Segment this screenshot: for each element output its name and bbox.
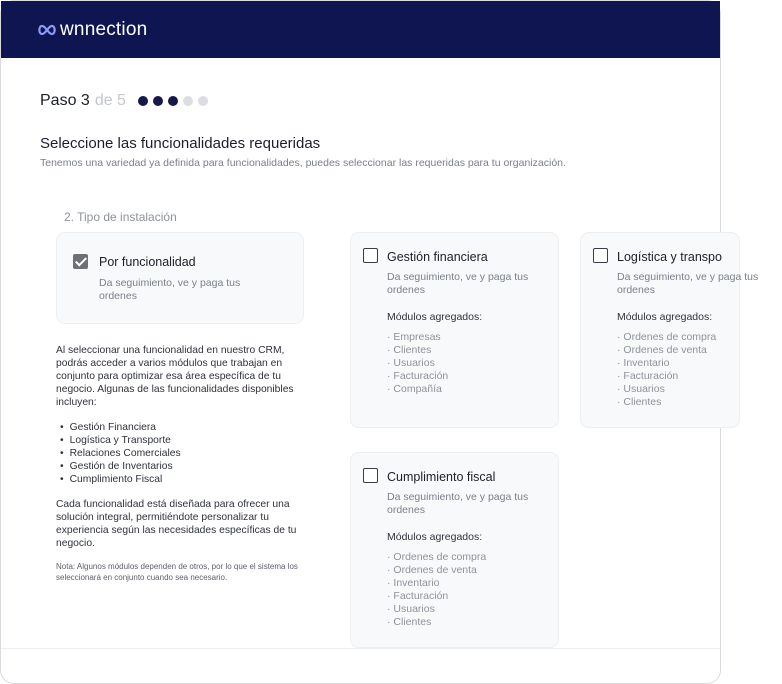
install-option-card[interactable] [56, 232, 304, 324]
modules-list [387, 551, 486, 629]
infinity-logo-icon [37, 24, 57, 36]
functionality-list-item: • Logística y Transporte [60, 434, 306, 447]
module-item: · Ordenes de venta [617, 344, 707, 356]
modules-label: Módulos agregados: [617, 311, 713, 323]
feature-title: Gestión financiera [387, 250, 488, 264]
modules-list [617, 331, 716, 409]
feature-title: Logística y transpo [617, 250, 722, 264]
install-option-description: Da seguimiento, ve y paga tus ordenes [99, 277, 241, 302]
module-item: · Empresas [387, 331, 441, 343]
top-bar [1, 1, 720, 58]
feature-checkbox[interactable] [363, 248, 378, 263]
stepper [40, 92, 208, 110]
module-item: · Clientes [387, 344, 432, 356]
brand-logo[interactable] [37, 19, 147, 41]
modules-label: Módulos agregados: [387, 311, 483, 323]
step-dot [183, 96, 193, 106]
module-item: · Usuarios [617, 383, 665, 395]
module-item: · Ordenes de compra [617, 331, 717, 343]
module-item: · Ordenes de venta [387, 564, 477, 576]
feature-description: Da seguimiento, ve y paga tus ordenes [387, 491, 529, 516]
info-paragraph: Al seleccionar una funcionalidad en nuestro CRM, podrás acceder a varios módulos que trabajan en conjunto para optimizar esa área específica de tu negocio. Algunas de las funcionalidades disponibles incluyen: [56, 345, 294, 408]
step-dots [138, 96, 208, 106]
feature-checkbox[interactable] [593, 248, 608, 263]
module-item: · Inventario [617, 357, 670, 369]
step-dot [198, 96, 208, 106]
functionality-list-item: • Relaciones Comerciales [60, 447, 306, 460]
feature-card-cumplimiento-fiscal[interactable] [350, 452, 559, 648]
feature-checkbox[interactable] [363, 468, 378, 483]
step-dot [168, 96, 178, 106]
module-item: · Clientes [617, 396, 662, 408]
modules-label: Módulos agregados: [387, 531, 483, 543]
module-item: · Usuarios [387, 603, 435, 615]
step-current: Paso 3 [40, 92, 90, 109]
info-note: Nota: Algunos módulos dependen de otros, por lo que el sistema los seleccionará en conjunto cuando sea necesario. [56, 562, 298, 582]
step-dot [153, 96, 163, 106]
footer-divider [1, 648, 720, 649]
feature-card-logistica[interactable] [580, 232, 759, 428]
feature-card-gestion-financiera[interactable] [350, 232, 559, 428]
module-item: · Usuarios [387, 357, 435, 369]
page-title: Seleccione las funcionalidades requeridas [40, 135, 321, 152]
step-total: de 5 [94, 92, 126, 109]
modules-list [387, 331, 448, 396]
module-item: · Inventario [387, 577, 440, 589]
module-item: · Facturación [387, 590, 449, 602]
install-type-label: 2. Tipo de instalación [64, 210, 177, 224]
page-subtitle: Tenemos una variedad ya definida para funcionalidades, puedes seleccionar las requeridas para tu organización. [40, 157, 566, 169]
functionality-list-item: • Gestión de Inventarios [60, 460, 306, 473]
info-paragraph-2: Cada funcionalidad está diseñada para ofrecer una solución integral, permitiéndote personalizar tu experiencia según las necesidades específicas de tu negocio. [56, 499, 297, 549]
step-dot [138, 96, 148, 106]
module-item: · Ordenes de compra [387, 551, 487, 563]
functionality-list [60, 421, 306, 486]
feature-description: Da seguimiento, ve y paga tus ordenes [617, 271, 759, 296]
install-option-title: Por funcionalidad [99, 255, 196, 269]
install-option-checkbox[interactable] [73, 254, 88, 269]
functionality-list-item: • Cumplimiento Fiscal [60, 473, 306, 486]
module-item: · Clientes [387, 616, 432, 628]
module-item: · Facturación [387, 370, 449, 382]
feature-description: Da seguimiento, ve y paga tus ordenes [387, 271, 529, 296]
info-panel [56, 344, 306, 583]
module-item: · Compañía [387, 383, 442, 395]
feature-title: Cumplimiento fiscal [387, 470, 496, 484]
functionality-list-item: • Gestión Financiera [60, 421, 306, 434]
module-item: · Facturación [617, 370, 679, 382]
brand-name: wnnection [60, 18, 148, 40]
